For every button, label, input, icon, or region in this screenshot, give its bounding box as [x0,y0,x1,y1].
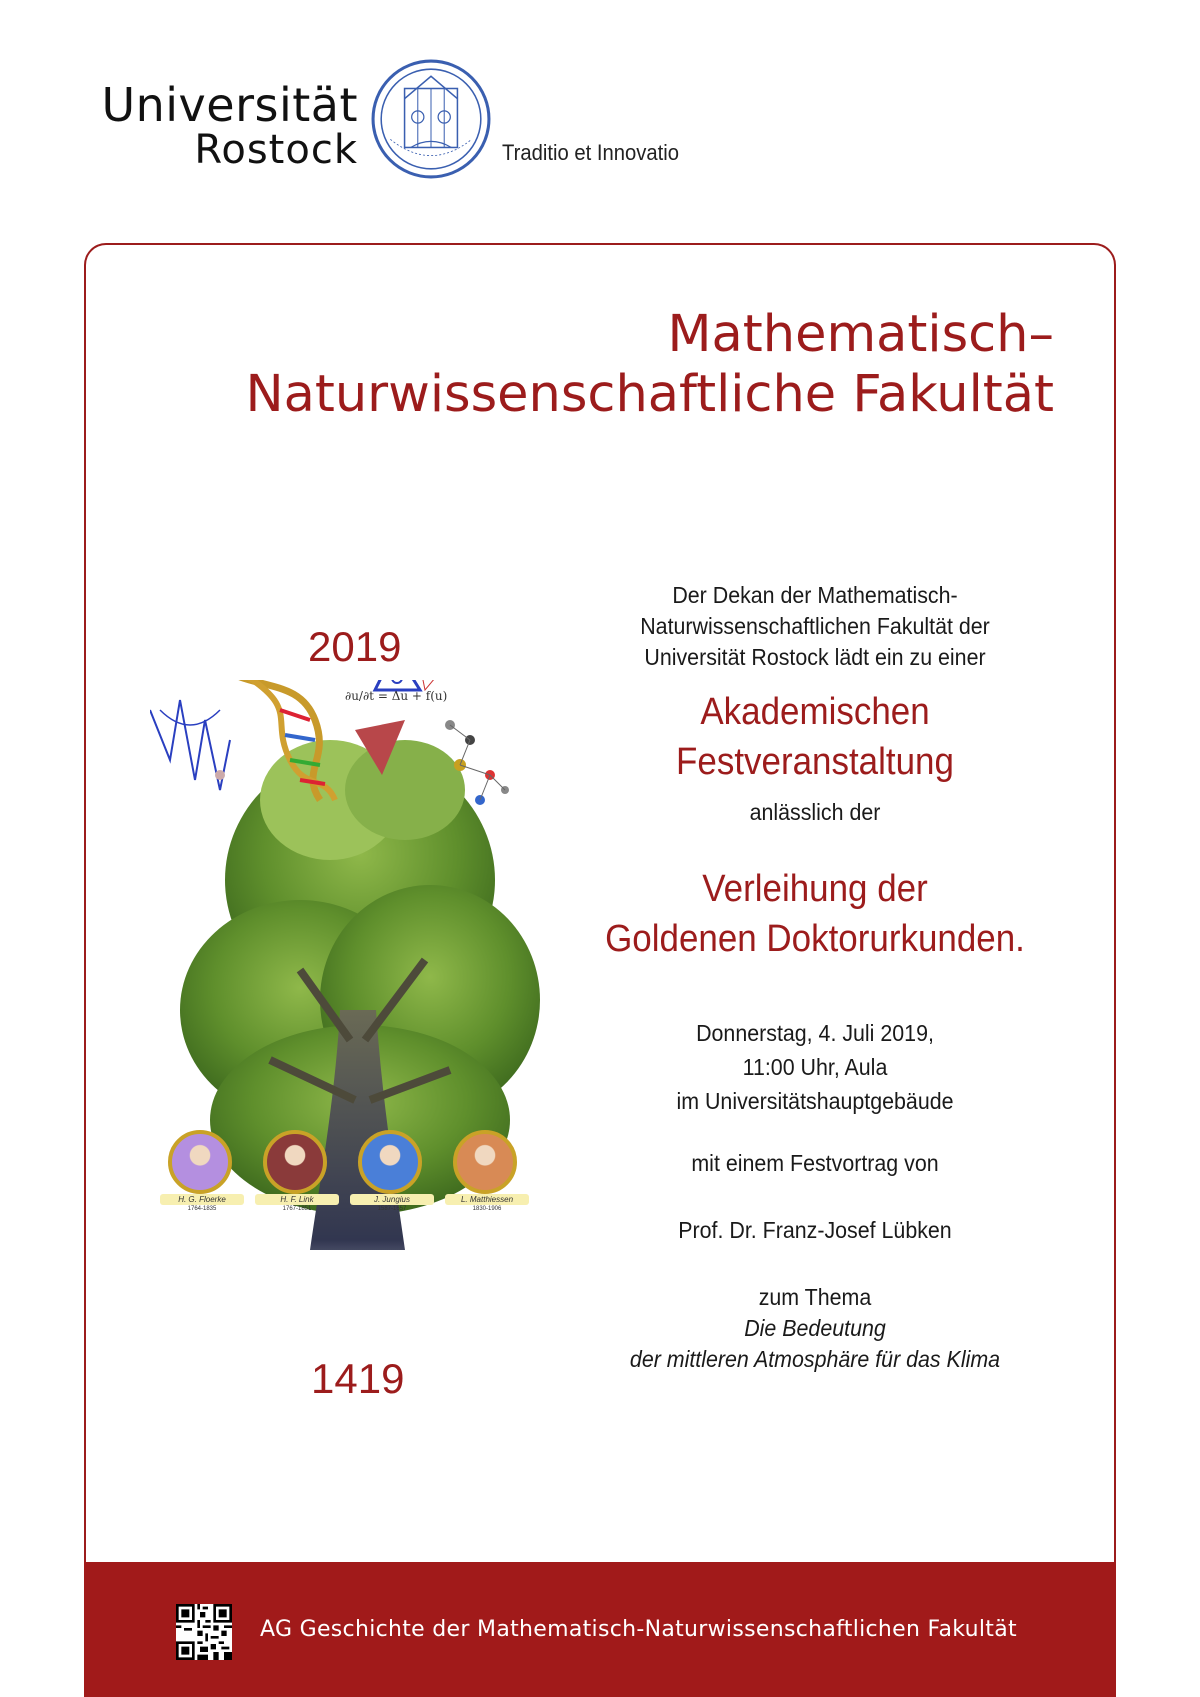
year-1419: 1419 [311,1355,405,1402]
university-seal-icon [370,58,492,180]
datetime-line-1: Donnerstag, 4. Juli 2019, [696,1020,934,1046]
portrait-image [358,1130,422,1194]
portrait-medallion [255,1130,339,1220]
year-2019: 2019 [308,623,402,670]
topic-intro: zum Thema [758,1284,872,1310]
award-line-1: Verleihung der [702,868,928,910]
intro-line-2: Naturwissenschaftlichen Fakultät der [640,613,990,639]
tree-illustration [150,680,570,1360]
portrait-name: H. G. Floerke [160,1194,244,1205]
header [0,0,1200,220]
award-line-2: Goldenen Doktorurkunden. [605,918,1025,960]
university-logo-text [84,78,358,173]
intro-line-3: Universität Rostock lädt ein zu einer [644,644,986,670]
portrait-years: 1587-1657 [377,1206,407,1212]
intro-line-1: Der Dekan der Mathematisch- [672,582,958,608]
portrait-years: 1767-1851 [282,1206,312,1212]
portrait-medallion [160,1130,244,1220]
portrait-image [453,1130,517,1194]
portrait-image [263,1130,327,1194]
formula-icon [345,689,447,703]
wave-graph-icon [150,700,230,790]
event-line-1: Akademischen [700,691,930,733]
datetime-line-2: 11:00 Uhr, Aula [742,1054,888,1080]
lecture-intro: mit einem Festvortrag von [691,1150,939,1176]
speaker: Prof. Dr. Franz-Josef Lübken [678,1217,952,1243]
faculty-title-line2: Naturwissenschaftliche Fakultät [245,365,1054,424]
portrait-medallion [445,1130,529,1220]
svg-text:∂u/∂t = Δu + f(u): ∂u/∂t = Δu + f(u) [345,689,448,703]
faculty-title [245,305,1054,425]
portrait-row [160,1130,560,1220]
footer-text: AG Geschichte der Mathematisch-Naturwissenschaftlichen Fakultät [260,1617,1017,1642]
event-line-2: Festveranstaltung [676,741,954,783]
motto: Traditio et Innovatio [502,140,680,165]
portrait-name: H. F. Link [255,1194,339,1205]
topic-line-2: der mittleren Atmosphäre für das Klima [629,1346,1001,1372]
qr-code-icon [176,1604,232,1660]
university-name-line1: Universität [101,78,358,132]
datetime-line-3: im Universitätshauptgebäude [676,1088,954,1114]
university-name-line2: Rostock [194,127,358,173]
portrait-medallion [350,1130,434,1220]
portrait-name: L. Matthiessen [445,1194,529,1205]
invitation-text [580,580,1050,1375]
occasion: anlässlich der [749,799,881,825]
portrait-years: 1764-1835 [187,1206,217,1212]
topic-line-1: Die Bedeutung [744,1315,886,1341]
portrait-years: 1830-1906 [472,1206,502,1212]
faculty-title-line1: Mathematisch– [667,305,1054,364]
portrait-image [168,1130,232,1194]
portrait-name: J. Jungius [350,1194,434,1205]
